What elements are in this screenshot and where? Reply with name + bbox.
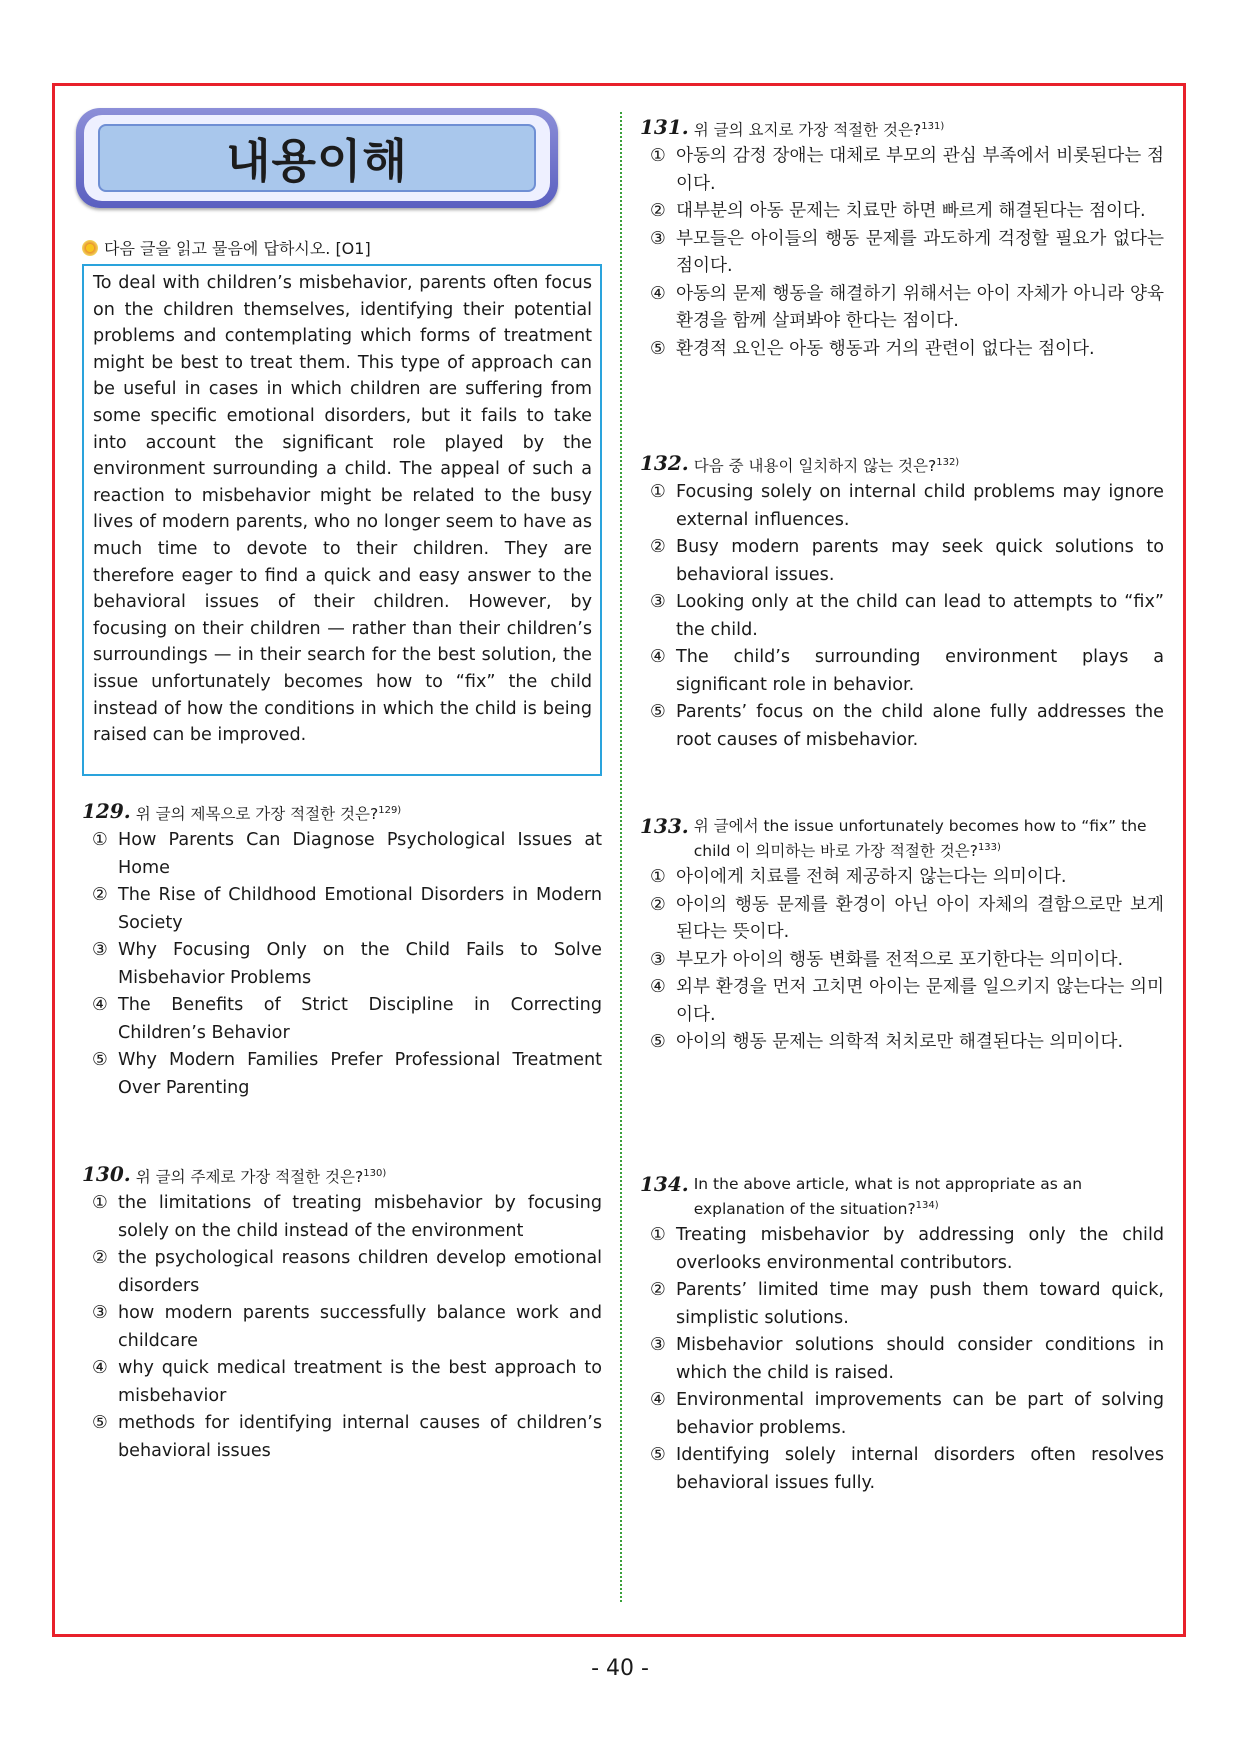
option-marker: ② bbox=[92, 885, 108, 906]
answer-option[interactable] bbox=[82, 1047, 602, 1102]
option-marker: ⑤ bbox=[650, 702, 666, 723]
option-text: Looking only at the child can lead to attempts to “fix” the child. bbox=[676, 592, 1164, 640]
question-header bbox=[640, 116, 1164, 141]
question-number: 131. bbox=[640, 115, 689, 139]
answer-option[interactable] bbox=[640, 974, 1164, 1029]
question-text bbox=[694, 452, 960, 477]
question-134 bbox=[640, 1173, 1164, 1497]
question-129 bbox=[82, 800, 602, 1102]
answer-option[interactable] bbox=[640, 1277, 1164, 1332]
option-marker: ② bbox=[650, 1280, 666, 1301]
option-marker: ④ bbox=[650, 1390, 666, 1411]
option-marker: ① bbox=[650, 482, 666, 503]
question-header bbox=[640, 1173, 1164, 1220]
answer-option[interactable] bbox=[82, 827, 602, 882]
option-text: Misbehavior solutions should consider conditions in which the child is raised. bbox=[676, 1335, 1164, 1383]
column-divider bbox=[620, 112, 622, 1602]
option-text: the limitations of treating misbehavior by focusing solely on the child instead of the environment bbox=[118, 1193, 602, 1241]
option-text: 부모가 아이의 행동 변화를 전적으로 포기한다는 의미이다. bbox=[676, 949, 1124, 970]
option-text: how modern parents successfully balance work and childcare bbox=[118, 1303, 602, 1351]
option-marker: ③ bbox=[650, 592, 666, 613]
answer-option[interactable] bbox=[640, 892, 1164, 947]
answer-option[interactable] bbox=[640, 1387, 1164, 1442]
option-marker: ① bbox=[92, 1193, 108, 1214]
option-marker: ③ bbox=[650, 1335, 666, 1356]
footnote-ref: 129) bbox=[378, 805, 402, 816]
option-marker: ② bbox=[650, 201, 666, 222]
option-text: Focusing solely on internal child problems may ignore external influences. bbox=[676, 482, 1164, 530]
answer-option[interactable] bbox=[640, 1029, 1164, 1057]
option-text: 환경적 요인은 아동 행동과 거의 관련이 없다는 점이다. bbox=[676, 338, 1095, 359]
option-marker: ④ bbox=[92, 995, 108, 1016]
answer-option[interactable] bbox=[640, 198, 1164, 226]
option-marker: ③ bbox=[92, 940, 108, 961]
answer-option[interactable] bbox=[640, 1222, 1164, 1277]
option-marker: ④ bbox=[650, 647, 666, 668]
option-text: the psychological reasons children develop emotional disorders bbox=[118, 1248, 602, 1296]
reading-passage: To deal with children’s misbehavior, parents often focus on the children themselves, identifying their potential problems and contemplating which forms of treatment might be best to treat them. This type of approach can be useful in cases in which children are suffering from some specific emotional disorders, but it fails to take into account the significant role played by the environment surrounding a child. The appeal of such a reaction to misbehavior might be related to the busy lives of modern parents, who no longer seem to have as much time to devote to their children. They are therefore eager to find a quick and easy answer to the behavioral issues of their children. However, by focusing on their children — rather than their children’s surroundings — in their search for the best solution, the issue unfortunately becomes how to “fix” the child instead of how the conditions in which the child is being raised can be improved. bbox=[82, 264, 602, 776]
option-text: 아동의 감정 장애는 대체로 부모의 관심 부족에서 비롯된다는 점이다. bbox=[676, 146, 1164, 194]
option-text: 아이의 행동 문제를 환경이 아닌 아이 자체의 결함으로만 보게 된다는 뜻이다. bbox=[676, 894, 1164, 943]
option-marker: ① bbox=[92, 830, 108, 851]
answer-option[interactable] bbox=[640, 1332, 1164, 1387]
option-marker: ⑤ bbox=[650, 338, 666, 359]
answer-option[interactable] bbox=[640, 699, 1164, 754]
option-text: 아이에게 치료를 전혀 제공하지 않는다는 의미이다. bbox=[676, 867, 1067, 888]
option-text: Parents’ focus on the child alone fully addresses the root causes of misbehavior. bbox=[676, 702, 1164, 750]
option-marker: ② bbox=[650, 894, 666, 915]
option-text: The Rise of Childhood Emotional Disorders in Modern Society bbox=[118, 885, 602, 933]
option-marker: ① bbox=[650, 146, 666, 167]
option-marker: ③ bbox=[650, 949, 666, 970]
question-number: 132. bbox=[640, 451, 689, 475]
option-text: 아동의 문제 행동을 해결하기 위해서는 아이 자체가 아니라 양육 환경을 함께 살펴봐야 한다는 점이다. bbox=[676, 283, 1164, 332]
question-prompt: 위 글의 제목으로 가장 적절한 것은? bbox=[135, 805, 379, 824]
answer-option[interactable] bbox=[82, 992, 602, 1047]
option-marker: ④ bbox=[650, 283, 666, 304]
section-title: 내용이해 bbox=[226, 134, 408, 188]
option-text: Environmental improvements can be part of solving behavior problems. bbox=[676, 1390, 1164, 1438]
question-text bbox=[694, 116, 945, 141]
answer-option[interactable] bbox=[640, 281, 1164, 336]
option-marker: ② bbox=[650, 537, 666, 558]
question-text bbox=[694, 815, 1164, 862]
question-prompt: 위 글의 요지로 가장 적절한 것은? bbox=[693, 121, 922, 140]
answer-option[interactable] bbox=[640, 143, 1164, 198]
question-number: 129. bbox=[82, 799, 131, 823]
option-marker: ⑤ bbox=[92, 1050, 108, 1071]
page-number: - 40 - bbox=[591, 1656, 649, 1681]
footnote-ref: 133) bbox=[977, 842, 1001, 853]
question-number: 133. bbox=[640, 814, 689, 838]
answer-option[interactable] bbox=[640, 534, 1164, 589]
question-text bbox=[136, 1163, 387, 1188]
answer-option[interactable] bbox=[82, 1190, 602, 1245]
option-marker: ③ bbox=[92, 1303, 108, 1324]
answer-option[interactable] bbox=[82, 1410, 602, 1465]
option-marker: ① bbox=[650, 1225, 666, 1246]
answer-option[interactable] bbox=[640, 336, 1164, 364]
answer-option[interactable] bbox=[640, 226, 1164, 281]
answer-option[interactable] bbox=[82, 1355, 602, 1410]
question-prompt: 위 글의 주제로 가장 적절한 것은? bbox=[135, 1168, 364, 1187]
footnote-ref: 132) bbox=[936, 457, 960, 468]
instruction bbox=[82, 236, 371, 259]
answer-option[interactable] bbox=[82, 882, 602, 937]
question-header bbox=[640, 815, 1164, 862]
option-text: 외부 환경을 먼저 고치면 아이는 문제를 일으키지 않는다는 의미이다. bbox=[676, 977, 1164, 1025]
option-marker: ⑤ bbox=[650, 1445, 666, 1466]
footnote-ref: 131) bbox=[921, 121, 945, 132]
option-marker: ⑤ bbox=[650, 1032, 666, 1053]
option-text: Treating misbehavior by addressing only the child overlooks environmental contributors. bbox=[676, 1225, 1164, 1273]
instruction-text: 다음 글을 읽고 물음에 답하시오. [O1] bbox=[104, 239, 371, 258]
question-130 bbox=[82, 1163, 602, 1465]
answer-option[interactable] bbox=[82, 937, 602, 992]
question-132 bbox=[640, 452, 1164, 754]
question-header bbox=[640, 452, 1164, 477]
answer-option[interactable] bbox=[640, 947, 1164, 975]
option-text: 부모들은 아이들의 행동 문제를 과도하게 걱정할 필요가 없다는 점이다. bbox=[676, 228, 1164, 277]
question-prompt: In the above article, what is not appropriate as an explanation of the situation? bbox=[693, 1175, 1083, 1219]
footnote-ref: 130) bbox=[363, 1168, 387, 1179]
question-text bbox=[136, 800, 402, 825]
option-marker: ④ bbox=[650, 977, 666, 998]
footnote-ref: 134) bbox=[915, 1200, 939, 1211]
question-header bbox=[82, 800, 602, 825]
answer-option[interactable] bbox=[640, 644, 1164, 699]
question-prompt: 위 글에서 the issue unfortunately becomes how to “fix” the child 이 의미하는 바로 가장 적절한 것은? bbox=[693, 817, 1147, 861]
option-text: Identifying solely internal disorders often resolves behavioral issues fully. bbox=[676, 1445, 1164, 1493]
option-text: 아이의 행동 문제는 의학적 처치로만 해결된다는 의미이다. bbox=[676, 1032, 1124, 1053]
question-131 bbox=[640, 116, 1164, 363]
answer-option[interactable] bbox=[640, 1442, 1164, 1497]
question-header bbox=[82, 1163, 602, 1188]
option-text: The Benefits of Strict Discipline in Correcting Children’s Behavior bbox=[118, 995, 602, 1043]
option-text: Why Focusing Only on the Child Fails to Solve Misbehavior Problems bbox=[118, 940, 602, 988]
option-marker: ④ bbox=[92, 1358, 108, 1379]
option-marker: ② bbox=[92, 1248, 108, 1269]
option-text: Why Modern Families Prefer Professional Treatment Over Parenting bbox=[118, 1050, 602, 1098]
option-text: How Parents Can Diagnose Psychological Issues at Home bbox=[118, 830, 602, 878]
answer-option[interactable] bbox=[82, 1245, 602, 1300]
option-text: The child’s surrounding environment plays a significant role in behavior. bbox=[676, 647, 1164, 695]
question-133 bbox=[640, 815, 1164, 1057]
question-number: 134. bbox=[640, 1172, 689, 1196]
option-marker: ⑤ bbox=[92, 1413, 108, 1434]
option-text: Parents’ limited time may push them toward quick, simplistic solutions. bbox=[676, 1280, 1164, 1328]
section-banner bbox=[76, 108, 558, 208]
option-text: why quick medical treatment is the best approach to misbehavior bbox=[118, 1358, 602, 1406]
answer-option[interactable] bbox=[640, 479, 1164, 534]
option-marker: ③ bbox=[650, 228, 666, 249]
question-number: 130. bbox=[82, 1162, 131, 1186]
question-text bbox=[694, 1173, 1164, 1220]
answer-option[interactable] bbox=[640, 864, 1164, 892]
answer-option[interactable] bbox=[82, 1300, 602, 1355]
option-marker: ① bbox=[650, 867, 666, 888]
option-text: methods for identifying internal causes of children’s behavioral issues bbox=[118, 1413, 602, 1461]
flower-icon bbox=[82, 240, 98, 256]
option-text: Busy modern parents may seek quick solutions to behavioral issues. bbox=[676, 537, 1164, 585]
answer-option[interactable] bbox=[640, 589, 1164, 644]
option-text: 대부분의 아동 문제는 치료만 하면 빠르게 해결된다는 점이다. bbox=[676, 201, 1146, 222]
question-prompt: 다음 중 내용이 일치하지 않는 것은? bbox=[693, 457, 937, 476]
